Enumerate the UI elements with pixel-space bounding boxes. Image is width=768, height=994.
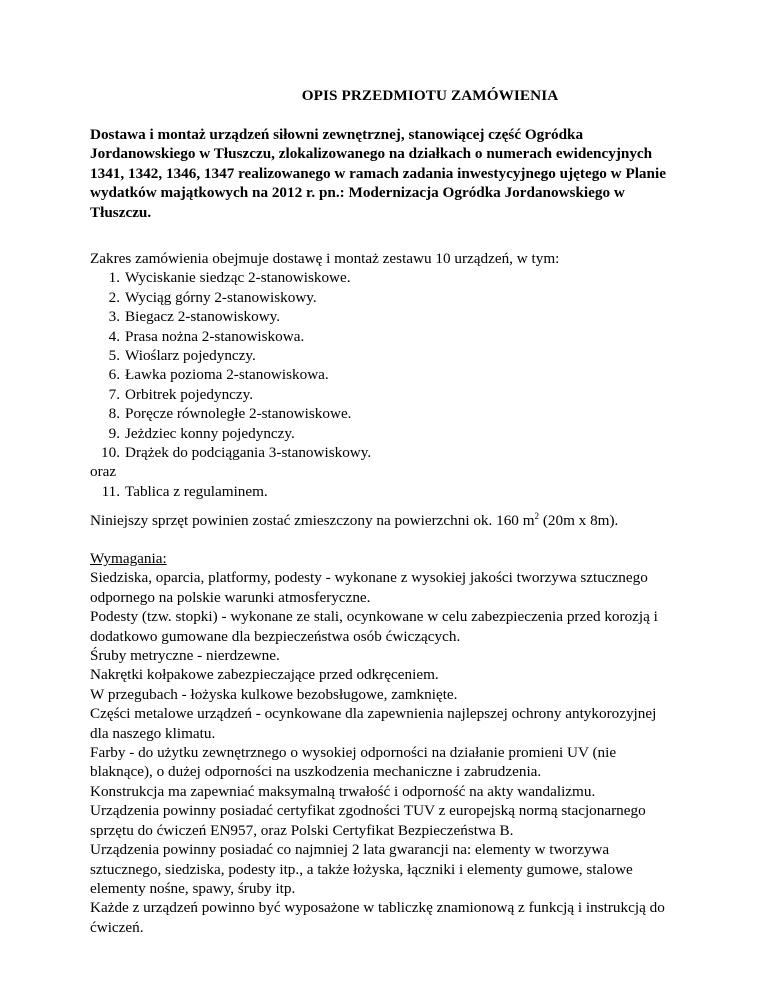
list-item: 8. Poręcze równoległe 2-stanowiskowe. [108,405,352,423]
requirement-paragraph: Części metalowe urządzeń - ocynkowane dla zapewnienia najlepszej ochrony antykorozyjnej dla naszego klimatu. [90,705,657,742]
list-item: 2. Wyciąg górny 2-stanowiskowy. [108,288,317,306]
requirement-paragraph: W przegubach - łożyska kulkowe bezobsługowe, zamknięte. [90,685,458,703]
list-item: 7. Orbitrek pojedynczy. [108,385,254,403]
lead-paragraph: Dostawa i montaż urządzeń siłowni zewnętrznej, stanowiącej część Ogródka Jordanowskiego w Tłuszczu, zlokalizowanego na działkach o numerach ewidencyjnych 1341, 1342, 1346, 1347 realizowanego w ramach zadania inwestycyjnego ujętego w Planie wydatków majątkowych na 2012 r. pn.: Modernizacja Ogródka Jordanowskiego w Tłuszczu. [90,126,666,221]
requirement-paragraph: Konstrukcja ma zapewniać maksymalną trwałość i odporność na akty wandalizmu. [90,782,596,800]
area-paragraph: Niniejszy sprzęt powinien zostać zmieszczony na powierzchni ok. 160 $m^2$ (20m x 8m). [90,511,619,529]
extra-list [90,482,690,501]
list-item: 9. Jeżdziec konny pojedynczy. [108,424,295,442]
document-title: OPIS PRZEDMIOTU ZAMÓWIENIA [301,87,559,104]
list-item: 1. Wyciskanie siedząc 2-stanowiskowe. [108,269,351,287]
requirements-section [90,549,678,937]
requirement-paragraph: Śruby metryczne - nierdzewne. [90,647,280,665]
requirement-paragraph: Każde z urządzeń powinno być wyposażone w tabliczkę znamionową z funkcją i instrukcją do ćwiczeń. [90,899,665,936]
list-item: 5. Wioślarz pojedynczy. [108,346,256,364]
requirement-paragraph: Urządzenia powinny posiadać certyfikat zgodności TUV z europejską normą stacjonarnego sprzętu do ćwiczeń EN957, oraz Polski Certyfikat Bezpieczeństwa B. [90,802,646,839]
scope-intro: Zakres zamówienia obejmuje dostawę i montaż zestawu 10 urządzeń, w tym: [90,250,560,267]
scope-section [90,249,690,501]
area-superscript: 2 [534,511,540,521]
requirement-paragraph: Siedziska, oparcia, platformy, podesty - wykonane z wysokiej jakości tworzywa sztucznego odpornego na polskie warunki atmosferyczne. [90,569,648,606]
list-item: 4. Prasa nożna 2-stanowiskowa. [108,327,305,345]
requirement-paragraph: Farby - do użytku zewnętrznego o wysokiej odporności na działanie promieni UV (nie blaknące), o dużej odporności na uszkodzenia mechaniczne i zabrudzenia. [90,744,617,781]
list-item: 6. Ławka pozioma 2-stanowiskowa. [108,366,329,384]
oraz-label: oraz [90,463,117,481]
list-item: 10. Drążek do podciągania 3-stanowiskowy. [101,443,372,461]
requirement-paragraph: Podesty (tzw. stopki) - wykonane ze stali, ocynkowane w celu zabezpieczenia przed korozją i dodatkowo gumowane dla bezpieczeństwa osób ćwiczących. [90,608,658,645]
requirement-paragraph: Urządzenia powinny posiadać co najmniej 2 lata gwarancji na: elementy w tworzywa sztucznego, siedziska, podesty itp., a także łożyska, łączniki i elementy gumowe, stalowe elementy nośne, spawy, śruby itp. [90,841,633,897]
list-item: 11. Tablica z regulaminem. [101,482,268,500]
requirement-paragraph: Nakrętki kołpakowe zabezpieczające przed odkręceniem. [90,666,439,684]
list-item: 3. Biegacz 2-stanowiskowy. [108,308,281,326]
requirements-heading: Wymagania: [90,550,167,567]
equipment-list [90,268,690,462]
